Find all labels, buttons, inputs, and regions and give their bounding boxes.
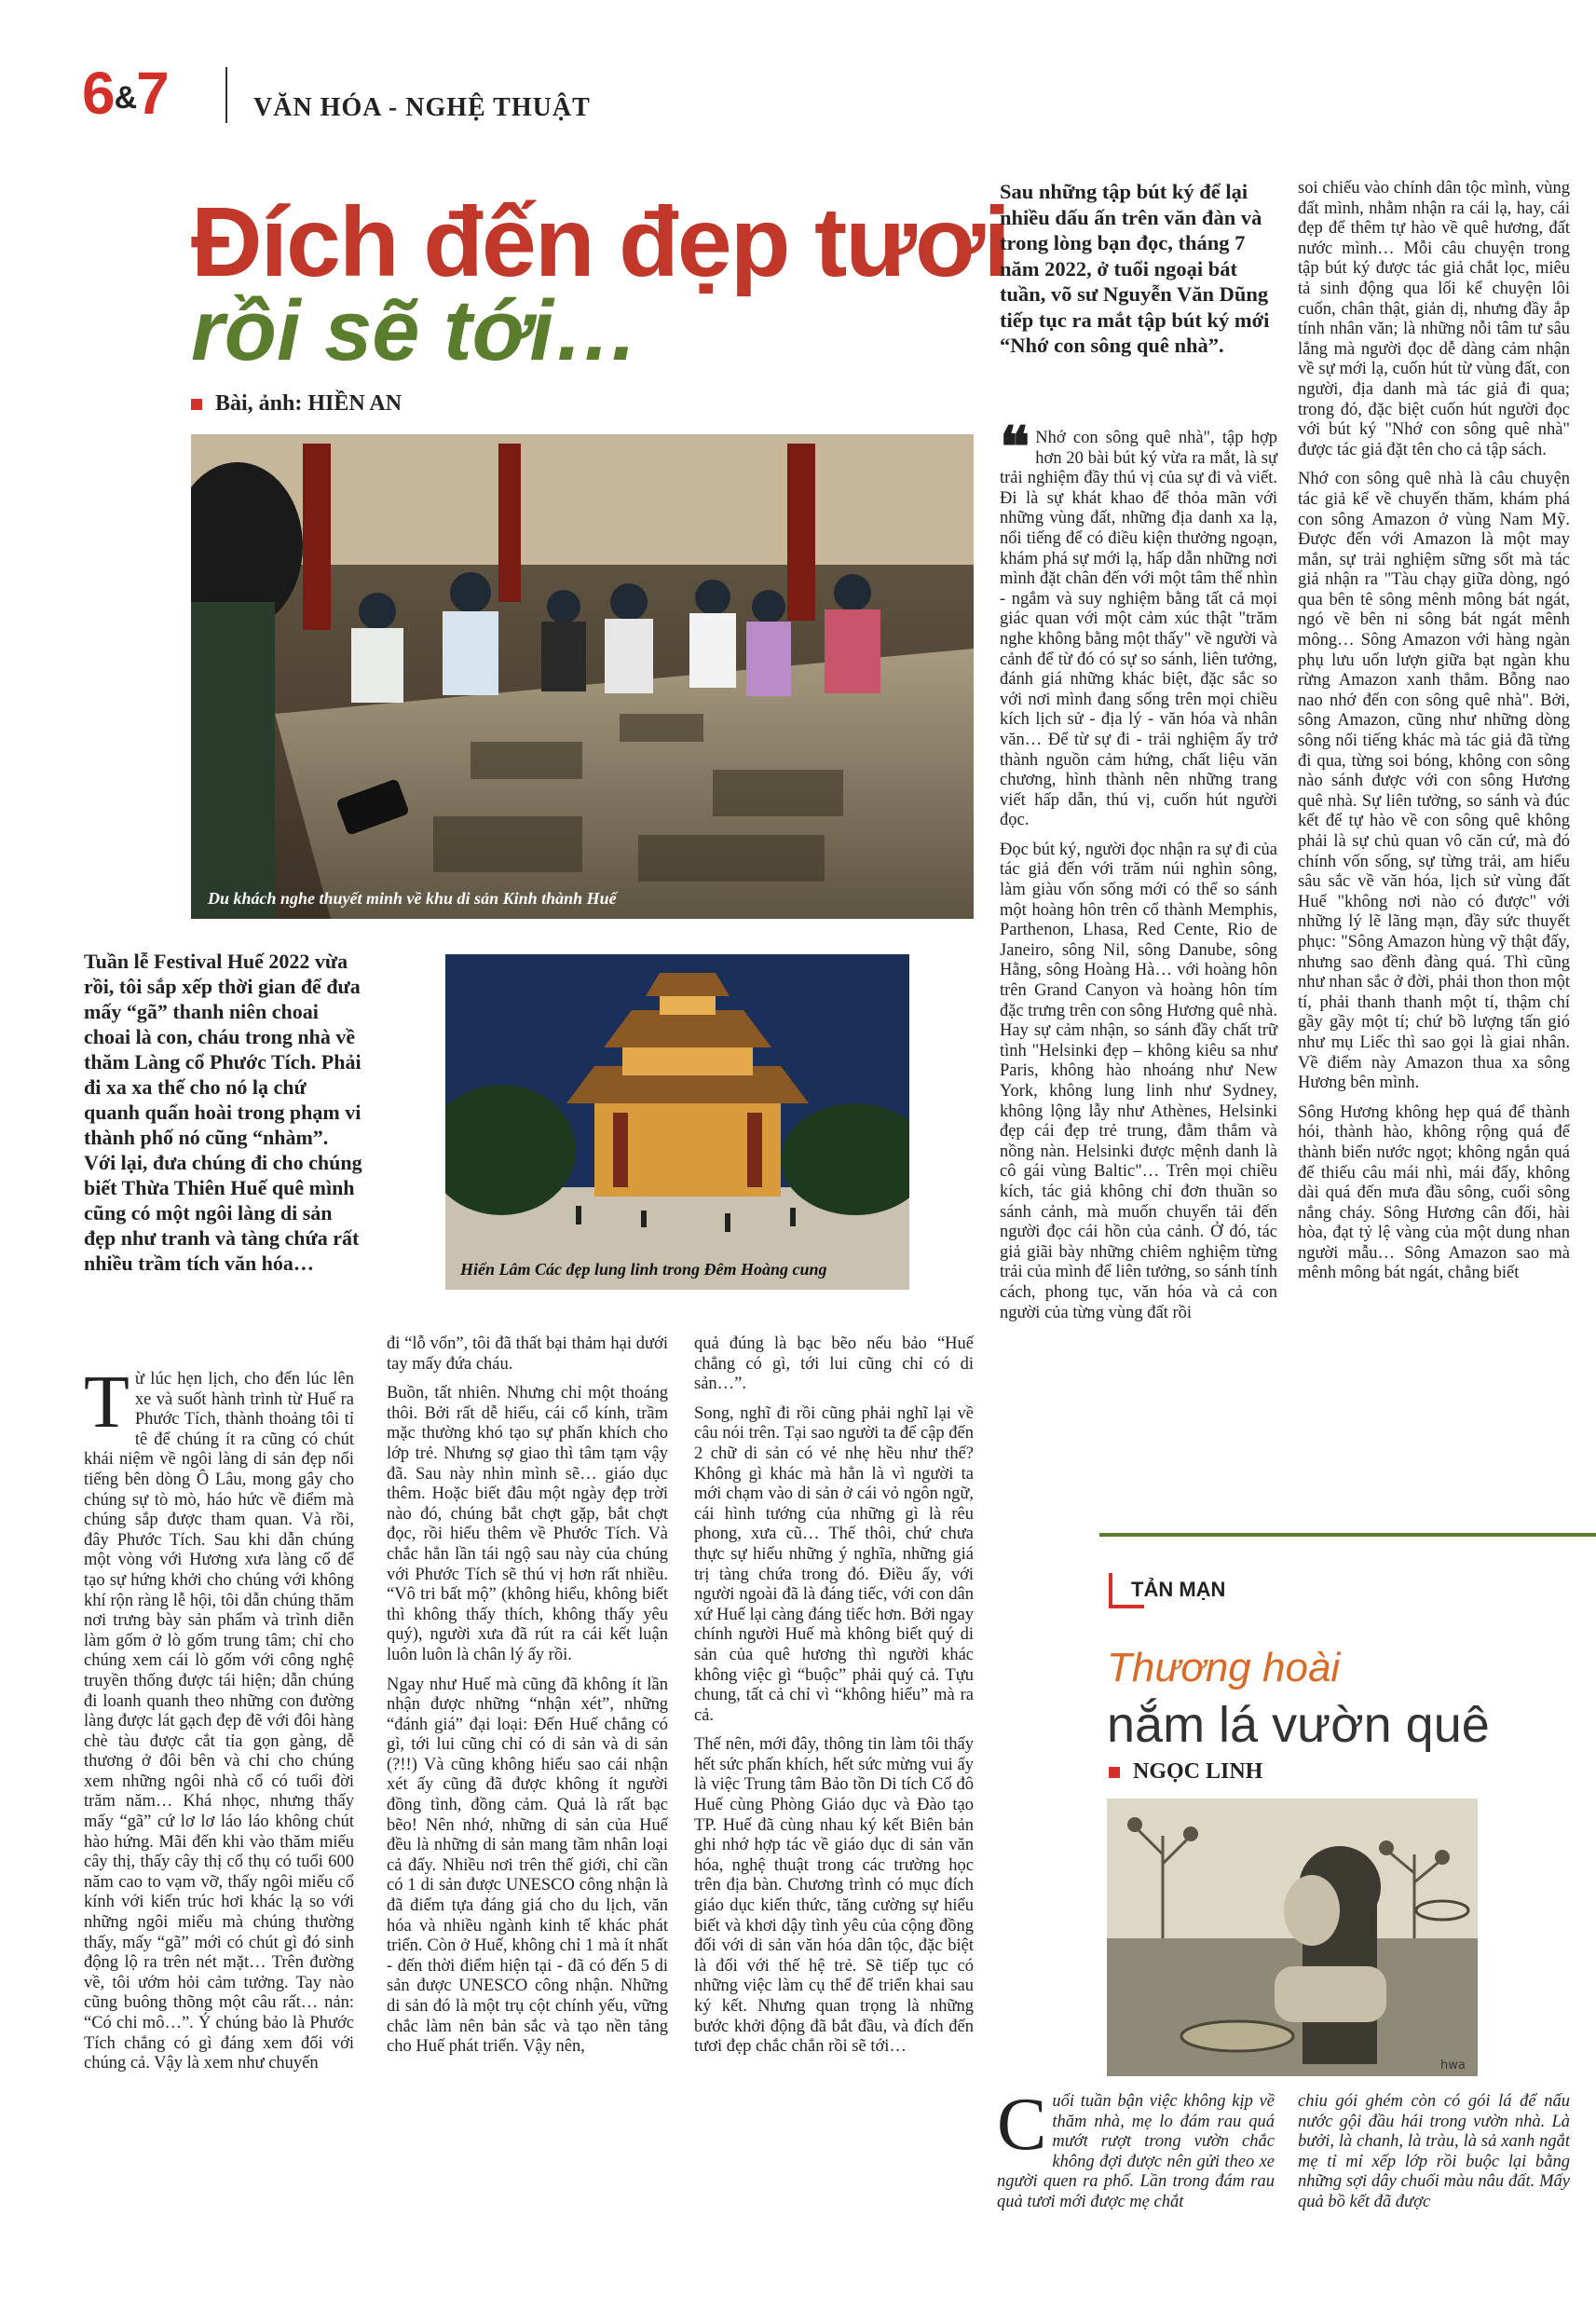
header-divider <box>225 67 227 123</box>
article-dropcap: T <box>84 1361 130 1443</box>
book-col1-p2: Đọc bút ký, người đọc nhận ra sự đi của tác giả đến với trăm núi nghìn sông, làm giàu vốn sống mới có thể so sánh một hoàng hôn trên cổ thành Memphis, Parthenon, Lhasa, Red Cente, Rio de Janeiro, sông Nil, sông Danube, sông Hằng, sông Hoàng Hà… với hoàng hôn trên Grand Canyon và hoàng hôn tím đặc trưng trên con sông Hương quê nhà. Hay sự cảm nhận, so sánh đầy chất trữ tình "Helsinki đẹp – không kiêu sa như Paris, không hào nhoáng như New York, không lung linh như Sydney, không lộng lẫy như Athènes, Helsinki đẹp cái đẹp trẻ trung, đằm thắm và nồng nàn. Helsinki được mệnh danh là cô gái vùng Baltic"… Trên mọi chiều kích, tác giả không chỉ đơn thuần so sánh cảnh, mà muốn chuyển tải đến người đọc cái hồn của cảnh. Ở đó, tác giả giãi bày những chiêm nghiệm từng trải của mình để liên tưởng, so sánh tính cách, phong tục, văn hóa và cả con người của từng vùng đất rồi <box>1000 840 1278 1322</box>
book-col2-p2: Nhớ con sông quê nhà là câu chuyện tác giả kể về chuyến thăm, khám phá con sông Amazon ở vùng Nam Mỹ. Được đến với Amazon là một may mắn, sự trải nghiệm sững sốt mà tác giả nhận ra "Tàu chạy giữa dòng, ngó qua bên tê sông mênh mông bát ngát, ngó về bên ni sông bát ngát mênh mông… Sông Amazon với hàng ngàn phụ lưu uốn lượn giữa bạt ngàn khu rừng Amazon xanh thẳm. Bỗng nao nao nhớ đến con sông quê nhà". Bởi, sông Amazon, cũng như những dòng sông nổi tiếng khác mà tác giả đã từng đi qua, từng soi bóng, không con sông nào sánh được với con sông Hương quê nhà. Sự liên tưởng, so sánh và đúc kết để tự hào về con sông quê không phải là sự chủ quan vô căn cứ, mà đó chính vốn sống, sự từng trải, am hiểu sâu sắc về văn hóa, lịch sử vùng đất Huế "không nơi nào có được" với những lý lẽ lãng mạn, đầy sức thuyết phục: "Sông Amazon hùng vỹ thật đấy, nhưng sao đềnh đàng quá. Thì cũng như nhan sắc ở đời, phải thon thon một tí, phải thanh thanh một tí, thậm chí gầy gầy một tí; chứ bồ lượng tấn gió như mụ Liếc thì sao gọi là giai nhân. Về điểm này Amazon thua xa sông Hương bên mình. <box>1298 470 1570 1093</box>
article-title-line1: Đích đến đẹp tươi <box>191 187 1009 297</box>
article-column-2 <box>387 1334 668 2067</box>
article-col2-p2: Buồn, tất nhiên. Nhưng chỉ một thoáng thôi. Bởi rất dễ hiểu, cái cổ kính, trầm mặc thường khó tạo sự phấn khích cho lớp trẻ. Nhưng sợ giao thì tâm tạm vậy đã. Sau này nhìn mình sẽ… giáo dục thêm. Hoặc biết đâu một ngày đẹp trời nào đó, chúng bắt chợt gặp, bắt chợt đọc, rồi hiểu thêm về Phước Tích. Và chắc hẳn lần tái ngộ sau này của chúng với Phước Tích sẽ thú vị hơn rất nhiều. “Vô tri bất mộ” (không hiểu, không biết thì không thấy thích, không thấy yêu quý), người xưa đã rút ra cái kết luận luôn luôn là chân lý ấy rồi. <box>387 1384 668 1664</box>
book-column-2 <box>1298 179 1570 1293</box>
woman-hair-wash-illustration <box>1107 1799 1478 2076</box>
article-byline: Bài, ảnh: HIỀN AN <box>191 391 402 417</box>
article-col2-p1: đi “lỗ vốn”, tôi đã thất bại thảm hại dưới tay mấy đứa cháu. <box>387 1334 668 1374</box>
article-col3-p1: quả đúng là bạc bẽo nếu bảo “Huế chẳng có gì, tới lui cũng chỉ có di sản…”. <box>694 1334 974 1394</box>
article-col2-p3: Ngay như Huế mà cũng đã không ít lần nhận được những “nhận xét”, những “đánh giá” đại loại: Đến Huế chẳng có gì, tới lui cũng chỉ có di sản và di sản (?!!) Và cũng không hiểu sao cái nhận xét ấy cũng đã được không ít người đồng tình, đồng cảm. Quả là rất bạc bẽo! Nên nhớ, những di sản của Huế đều là những di sản mang tầm nhân loại cả đấy. Nhiều nơi trên thế giới, chỉ cần có 1 di sản được UNESCO công nhận là đã điểm tựa đáng giá cho du lịch, văn hóa và nhiều ngành kinh tế khác phát triển. Còn ở Huế, không chỉ 1 mà ít nhất - đến thời điểm hiện tại - đã có đến 5 di sản được UNESCO công nhận. Những di sản đó là một trụ cột chính yếu, vững chắc làm nên bản sắc và tạo nền tảng cho Huế phát triển. Vậy nên, <box>387 1675 668 2057</box>
pavilion-night-illustration <box>445 954 909 1290</box>
sidebar-column-2 <box>1298 2092 1570 2213</box>
article-column-1 <box>84 1361 354 2084</box>
book-column-1 <box>1000 417 1278 1333</box>
sidebar-top-rule <box>1099 1533 1596 1537</box>
book-col1-p1: Nhớ con sông quê nhà", tập hợp hơn 20 bài bút ký vừa ra mắt, là sự trải nghiệm đầy thú vị của sự đi và viết. Đi là sự khát khao để thỏa mãn với những vùng đất, những địa danh xa lạ, nổi tiếng để có điều kiện thưởng ngoạn, khám phá sự mới lạ, hấp dẫn những nơi mình đặt chân đến với một tâm thế nhìn - ngắm và suy nghiệm bằng tất cả mọi giác quan với một cảm xúc thật "trăm nghe không bằng một thấy" về người và cảnh để từ đó có sự so sánh, liên tưởng, đánh giá những khác biệt, đặc sắc so với nơi mình đang sống trên mọi chiều kích lịch sử - địa lý - văn hóa và nhân văn… Để từ sự đi - trải nghiệm ấy trở thành nguồn cảm hứng, chất liệu văn chương, hình thành nên những trang viết hấp dẫn, thú vị, cuốn hút người đọc. <box>1000 429 1277 830</box>
book-col2-p1: soi chiếu vào chính dân tộc mình, vùng đất mình, nhằm nhận ra cái lạ, hay, cái đẹp để thêm tự hào về quê hương, đất nước mình… Mỗi câu chuyện trong tập bút ký được tác giả chắt lọc, miêu tả sinh động qua lối kể chuyện lôi cuốn, chân thật, giản dị, nhưng đầy ắp tính nhân văn; là những nỗi tâm tư sâu lắng mà người đọc dễ dàng cảm nhận về sự mới lạ, cuốn hút từ vùng đất, con người, địa danh mà tác giả đi qua; trong đó, đặc biệt cuốn hút người đọc với bút ký "Nhớ con sông quê nhà" được tác giả đặt tên cho cả tập sách. <box>1298 179 1570 459</box>
article-title-line2: rồi sẽ tới… <box>191 283 639 378</box>
sidebar-illustration <box>1107 1799 1478 2076</box>
sidebar-byline: NGỌC LINH <box>1109 1759 1262 1785</box>
article-col1-text: ừ lúc hẹn lịch, cho đến lúc lên xe và suốt hành trình từ Huế ra Phước Tích, thành thoảng tôi tỉ tê để chúng ít ra cũng có chút khái niệm về ngôi làng di sản đẹp nổi tiếng bên dòng Ô Lâu, mong gây cho chúng sự tò mò, háo hức về điểm mà chúng sắp được tham quan. Và rồi, đây Phước Tích. Sau khi dẫn chúng một vòng với Hương xưa làng cổ để tạo sự hứng khởi cho chúng với không khí rộn ràng lễ hội, tôi dẫn chúng thăm nơi trưng bày sản phẩm và trình diễn làm gốm ở lò gốm trung tâm; chỉ cho chúng xem cái lò gốm với công nghệ truyền thống được tái hiện; dẫn chúng đi loanh quanh theo những con đường làng được lát gạch đẹp đẽ với đôi hàng chè tàu được cắt tỉa gọn gàng, dễ thương ở đôi bên và chỉ cho chúng xem những ngôi nhà cổ có tuổi đời trăm năm… Khá nhọc, nhưng thấy mấy “gã” cứ lơ lơ láo láo không chút hào hứng. Mãi đến khi vào thăm miếu cây thị, thấy cây thị cổ thụ có tuổi 600 năm cao to vạm vỡ, thấy ngôi miếu cổ kính với kiến trúc hơi khác lạ so với những ngôi miếu mà chúng thường thấy, mấy “gã” mới có chút gì đó sinh động lộ ra trên nét mặt… Trên đường về, tôi ướm hỏi cảm tưởng. Tay nào cũng buông thõng một câu rất… nản: “Có chi mô…”. Ý chúng bảo là Phước Tích chẳng có gì đáng xem đối với chúng cả. Vậy là xem như chuyến <box>84 1370 354 2073</box>
book-intro: Sau những tập bút ký để lại nhiều dấu ấn trên văn đàn và trong lòng bạn đọc, tháng 7 năm 2022, ở tuổi ngoại bát tuần, võ sư Nguyễn Văn Dũng tiếp tục ra mắt tập bút ký mới “Nhớ con sông quê nhà”. <box>1000 180 1270 357</box>
article-lead: Tuần lễ Festival Huế 2022 vừa rồi, tôi sắp xếp thời gian để đưa mấy “gã” thanh niên choai choai là con, cháu trong nhà về thăm Làng cổ Phước Tích. Phải đi xa xa thế cho nó lạ chứ quanh quẩn hoài trong phạm vi thành phố nó cũng “nhàm”. Với lại, đưa chúng đi cho chúng biết Thừa Thiên Huế quê mình cũng có một ngôi làng di sản đẹp như tranh và tàng chứa rất nhiều trầm tích văn hóa… <box>84 950 362 1275</box>
photo1-caption: Du khách nghe thuyết minh về khu di sản Kinh thành Huế <box>208 889 617 908</box>
sidebar-dropcap: C <box>997 2084 1047 2166</box>
book-col2-p3: Sông Hương không hẹp quá để thành hói, thành hào, không rộng quá để thành biển nước ngọt; không ngắn quá để thiếu câu mái nhì, mái đẩy, không dài quá đến mưa đầu sông, cuối sông nắng cháy. Sông Hương cân đối, hài hòa, đạt tỷ lệ vàng của một dung nhan người mẫu… Sông Amazon sao mà mênh mông bát ngát, chẳng biết <box>1298 1102 1570 1283</box>
sidebar-title-line2: nắm lá vườn quê <box>1107 1697 1490 1753</box>
page-number: 6&7 <box>82 60 169 127</box>
sidebar-col2-text: chiu gói ghém còn có gói lá để nấu nước gội đầu hái trong vườn nhà. Là bưởi, là chanh, là tràu, là sả xanh ngắt mẹ tỉ mỉ xếp lớp rồi buộc lại bằng những sợi dây chuối màu nâu đất. Mấy quả bồ kết đã được <box>1298 2092 1570 2211</box>
bullet-square-icon <box>1109 1767 1120 1778</box>
bullet-square-icon <box>191 399 202 410</box>
quote-mark-icon: ❝ <box>1000 417 1030 478</box>
sidebar-col1-text: uối tuần bận việc không kịp về thăm nhà, mẹ lo đám rau quá mướt rượt trong vườn chắc không đợi được nên gửi theo xe người quen ra phố. Lần trong đám rau quả tươi mới được mẹ chắt <box>997 2092 1275 2211</box>
photo-hien-lam-cac <box>445 954 909 1290</box>
article-col3-p2: Song, nghĩ đi rồi cũng phải nghĩ lại về câu nói trên. Tại sao người ta để cập đến 2 chữ di sản có vẻ nhẹ hều như thế? Không gì khác mà hẳn là vì người ta mới chạm vào di sản ở cái vỏ ngôn ngữ, cái hình tướng của những gì là rêu phong, xưa cũ… Thế thôi, chứ chưa thực sự hiểu những ý nghĩa, những giá trị tàng chứa trong đó. Điều ấy, với người ngoài đã là đáng tiếc, với con dân xứ Huế lại càng đáng tiếc hơn. Bởi ngay chính người Huế mà không biết quý di sản của quê hương thì người khác không việc gì “buộc” phải quý cả. Tựu chung, tất cả chỉ vì “không hiểu” mà ra cả. <box>694 1403 974 1725</box>
section-title: VĂN HÓA - NGHỆ THUẬT <box>253 93 591 122</box>
photo-citadel-model <box>191 434 974 919</box>
sidebar-column-1 <box>997 2084 1275 2213</box>
sidebar-title-line1: Thương hoài <box>1107 1645 1341 1690</box>
citadel-model-illustration <box>191 434 974 919</box>
sidebar-label: TẢN MẠN <box>1109 1573 1225 1608</box>
article-col3-p3: Thế nên, mới đây, thông tin làm tôi thấy hết sức phấn khích, hết sức mừng vui ấy là việc Trung tâm Bảo tồn Di tích Cố đô Huế cùng Phòng Giáo dục và Đào tạo TP. Huế đã cùng nhau ký kết Biên bản ghi nhớ hợp tác về giáo dục di sản văn hóa, nghệ thuật trong các trường học trên địa bàn. Chương trình có mục đích giáo dục kiến thức, tăng cường sự hiểu biết và khơi dậy tình yêu của cộng đồng đối với di sản văn hóa dân tộc, đặc biệt là đối với thế hệ trẻ. Sẽ tiếp tục có những việc làm cụ thể để triển khai sau ký kết. Nhưng quan trọng là những bước khởi động đã bắt đầu, và đích đến tươi đẹp chắc chắn rồi sẽ tới… <box>694 1735 974 2057</box>
photo2-caption: Hiển Lâm Các đẹp lung linh trong Đêm Hoàng cung <box>460 1260 827 1279</box>
illustration-signature: hwa <box>1440 2059 1466 2073</box>
article-column-3 <box>694 1334 974 2067</box>
